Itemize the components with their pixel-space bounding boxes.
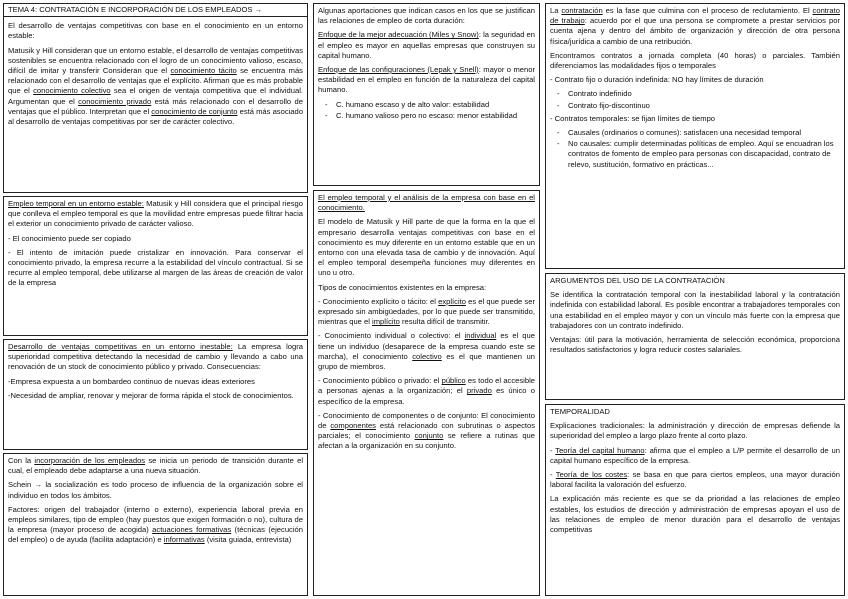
advantages-paragraph: Ventajas: útil para la motivación, herramienta de selección económica, proporciona resultados satisfactorios y logra reducir costes salariales. — [550, 335, 840, 355]
consequence-item-1: -Empresa expuesta a un bombardeo continuo de nuevas ideas exteriores — [8, 376, 255, 386]
temporary-contract-list — [550, 128, 840, 170]
knowledge-individual-collective: - Conocimiento individual o colectivo: el individual es el que tiene un individuo (desaparece de la empresa cuando este se marcha), el conocimiento colectivo es el que mantienen un grupo de miembros. — [318, 331, 535, 372]
costs-theory: - Teoría de los costes: se basa en que para ciertos empleos, una mayor duración laboral facilita la valoración del esfuerzo. — [550, 470, 840, 490]
list-item: - Contrato indefinido — [568, 89, 840, 99]
human-capital-theory: - Teoría del capital humano: afirma que el empleo a L/P permite el desarrollo de un capital humano específico de la empresa. — [550, 445, 840, 465]
box-contracting — [545, 3, 845, 269]
knowledge-public-private: - Conocimiento público o privado: el público es todo el accesible a personas ajenas a la organización; el privado es único o específico de la empresa. — [318, 376, 535, 406]
consequence-item-2: -Necesidad de ampliar, renovar y mejorar de forma rápida el stock de conocimientos. — [8, 390, 294, 400]
incorporation-paragraph: Con la incorporación de los empleados se inicia un periodo de transición durante el cual, el empleado debe adaptarse a una nueva situación. — [8, 456, 304, 476]
box-contracting-arguments — [545, 273, 845, 400]
box-tema4-intro — [3, 3, 308, 193]
contracting-paragraph: La contratación es la fase que culmina con el proceso de reclutamiento. El contrato de trabajo: acuerdo por el que una persona se compromete a prestar servicios por cuenta ajena y dentro del ámbito de organización y dirección de otra persona física/jurídica a cambio de una retribución. — [550, 6, 840, 46]
topic-title: TEMA 4: CONTRATACIÓN E INCORPORACIÓN DE LOS EMPLEADOS → — [4, 4, 307, 17]
risk-item-copy: - El conocimiento puede ser copiado — [8, 233, 131, 243]
human-capital-list — [318, 100, 535, 121]
full-part-time-paragraph: Encontramos contratos a jornada completa (40 horas) o parciales. También diferenciamos las modalidades fijos o temporales — [550, 50, 840, 71]
knowledge-types-heading: Tipos de conocimientos existentes en la empresa: — [318, 282, 487, 292]
box-short-term-employment — [313, 3, 540, 186]
list-item: - C. humano escaso y de alto valor: estabilidad — [336, 100, 535, 110]
knowledge-analysis-heading: El empleo temporal y el análisis de la empresa con base en el conocimiento. — [318, 193, 535, 213]
recent-explanation: La explicación más reciente es que se da prioridad a las relaciones de empleo estables, los estudios de dirección y administración de empresas apoyan el uso de las relaciones de empleo de menor duración para el desarrollo de ventajas competitivas — [550, 494, 840, 535]
arguments-paragraph: Se identifica la contratación temporal con la inestabilidad laboral y la contratación indefinida con estabilidad laboral. Es posible encontrar a trabajadores temporales con una estabilidad en el empleo mayor y con un vínculo más fuerte con la empresa que trabajadores con un contrato indefinido. — [550, 290, 840, 330]
box-temporary-employment-stable — [3, 196, 308, 336]
miles-snow-paragraph: Enfoque de la mejor adecuación (Miles y Snow): la seguridad en el empleo es mayor en aquellas empresas que construyen su capital humano. — [318, 30, 535, 60]
arguments-title: ARGUMENTOS DEL USO DE LA CONTRATACIÓN — [550, 276, 725, 285]
box-knowledge-analysis — [313, 190, 540, 596]
knowledge-components-set: - Conocimiento de componentes o de conjunto: El conocimiento de componentes está relacionado con subrutinas o aspectos parciales; el conocimiento conjunto se refiere a rutinas que afectan a la organización en su conjunto. — [318, 410, 536, 451]
traditional-explanations: Explicaciones tradicionales: la administración y dirección de empresas defiende la superioridad del empleo a largo plazo frente al corto plazo. — [550, 421, 840, 441]
box-incorporation — [3, 453, 308, 596]
schein-paragraph: Schein → la socialización es todo proceso de influencia de la organización sobre el individuo en todos los ámbitos. — [8, 480, 303, 500]
temporary-contract-heading: - Contratos temporales: se fijan límites de tiempo — [550, 113, 716, 123]
indefinite-contract-list — [550, 89, 840, 110]
lepak-snell-paragraph: Enfoque de las configuraciones (Lepak y Snell): mayor o menor estabilidad en el empleo en función de la naturaleza del capital humano. — [318, 65, 535, 95]
temporality-title: TEMPORALIDAD — [550, 407, 610, 416]
list-item: - C. humano valioso pero no escaso: menor estabilidad — [336, 111, 535, 121]
list-item: - Contrato fijo-discontinuo — [568, 101, 840, 111]
box-temporality — [545, 404, 845, 596]
indefinite-contract-heading: - Contrato fijo o duración indefinida: NO hay límites de duración — [550, 75, 764, 85]
stable-environment-heading: El desarrollo de ventajas competitivas con base en el conocimiento en un entorno estable: — [8, 21, 303, 41]
list-item: - No causales: cumplir determinadas políticas de empleo. Aquí se encuadran los contratos de fomento de empleo para personas con discapacidad, contrato de relevo, sustitución, formativo en prácticas... — [568, 139, 840, 170]
knowledge-explicit-tacit: - Conocimiento explícito o tácito: el explícito es el que puede ser expresado sin ambigüedades, por lo que puede ser transmitido, mientras que el implícito resulta difícil de transmitir. — [318, 296, 535, 327]
contributions-intro: Algunas aportaciones que indican casos en los que se justifican las relaciones de empleo de corta duración: — [318, 6, 535, 26]
unstable-paragraph: Desarrollo de ventajas competitivas en un entorno inestable: La empresa logra superioridad competitiva detectando la necesidad de cambio y llevando a cabo una renovación de un stock de conocimiento público y privado. Consecuencias: — [8, 342, 303, 372]
model-paragraph: El modelo de Matusik y Hill parte de que la forma en la que el empresario desarrolla ventajas competitivas con base en el conocimiento es muy diferente en un entorno estable que en un entorno con una elevada tasa de cambio y de innovación. Aquí el empleo temporal desempeña funciones muy diferentes en uno u otro. — [318, 217, 535, 278]
temporary-stable-paragraph: Empleo temporal en un entorno estable: Matusik y Hill considera que el principal riesgo que conlleva el empleo temporal es que la movilidad entre empresas puede filtrar hacia el exterior un conocimiento privado de carácter valioso. — [8, 199, 303, 229]
box-unstable-environment — [3, 339, 308, 450]
list-item: - Causales (ordinarios o comunes): satisfacen una necesidad temporal — [568, 128, 840, 138]
matusik-hill-paragraph: Matusik y Hill consideran que un entorno estable, el desarrollo de ventajas competitivas sostenibles se encuentra relacionado con el logro de un conocimiento valioso, escaso, difícil de imitar y transferir Consideran que el conocimiento tácito se encuentra más relacionado con el desarrollo de ventajas que el explícito. Afirman que es más probable que el conocimiento colectivo sea el origen de ventaja competitiva que el individual. Argumentan que el conocimiento privado está más relacionado con el desarrollo de ventajas que el público. Interpretan que el conocimiento de conjunto está más asociado al desarrollo de ventajas competitivas por ser de carácter colectivo. — [8, 45, 303, 127]
factors-paragraph: Factores: origen del trabajador (interno o externo), experiencia laboral previa en empleos similares, tipo de empleo (hay puestos que exigen formación o no), cultura de la empresa (mayor proceso de acogida) actuaciones formativas (técnicas (ejecución del empleo) o de ayuda (facilita adaptación) e informativas (visita guiada, entrevista) — [8, 504, 303, 545]
risk-item-imitation: - El intento de imitación puede cristalizar en innovación. Para conservar el conocimiento privado, la empresa recurre a la estabilidad del vínculo contractual. Si se recurre al empleo temporal, debe utilizarse al margen de las áreas de creación de valor de la empresa — [8, 247, 303, 288]
